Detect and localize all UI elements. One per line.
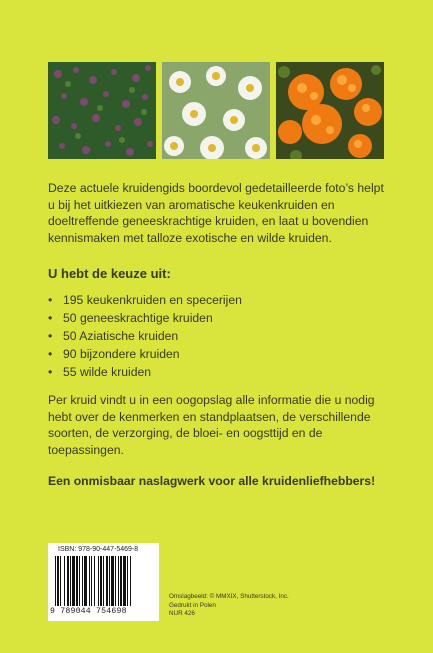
cover-image-credit: Omslagbeeld: © MMXIX, Shutterstock, Inc. xyxy=(169,593,289,600)
list-item: • 50 Aziatische kruiden xyxy=(48,329,179,343)
barcode-bars xyxy=(53,556,154,608)
choice-heading: U hebt de keuze uit: xyxy=(48,266,171,281)
photo-strip xyxy=(48,62,386,159)
credits xyxy=(169,593,289,619)
list-item: • 55 wilde kruiden xyxy=(48,365,152,379)
thyme-photo xyxy=(48,62,156,159)
barcode-digits: 9 789044 754698 xyxy=(50,607,127,616)
printed-in: Gedrukt in Polen xyxy=(169,601,216,609)
bullet-icon: • xyxy=(48,329,53,343)
closing-tagline: Een onmisbaar naslagwerk voor alle kruidenliefhebbers! xyxy=(48,474,376,488)
list-item: • 50 geneeskrachtige kruiden xyxy=(48,311,213,325)
isbn-label: ISBN: 978-90-447-5469-8 xyxy=(58,546,139,553)
nur-code: NUR 426 xyxy=(169,610,195,618)
bullet-icon: • xyxy=(48,293,53,307)
butterfly-weed-photo xyxy=(276,62,384,159)
list-item: • 195 keukenkruiden en specerijen xyxy=(48,293,242,307)
bullet-icon: • xyxy=(48,365,53,379)
bullet-icon: • xyxy=(48,347,53,361)
chamomile-photo xyxy=(162,62,270,159)
bullet-icon: • xyxy=(48,311,53,325)
barcode xyxy=(48,543,159,621)
intro-paragraph: Deze actuele kruidengids boordevol gedetailleerde foto’s helpt u bij het uitkiezen van aromatische keukenkruiden en doeltreffende geneeskrachtige kruiden, en laat u bovendien kennismaken met talloze exotische en wilde kruiden. xyxy=(48,181,384,245)
details-paragraph: Per kruid vindt u in een oogopslag alle informatie die u nodig hebt over de kenmerken en standplaatsen, de verschillende soorten, de verzorging, de bloei- en oogsttijd en de toepassingen. xyxy=(48,393,375,457)
list-item: • 90 bijzondere kruiden xyxy=(48,347,180,361)
choice-list xyxy=(48,291,242,381)
